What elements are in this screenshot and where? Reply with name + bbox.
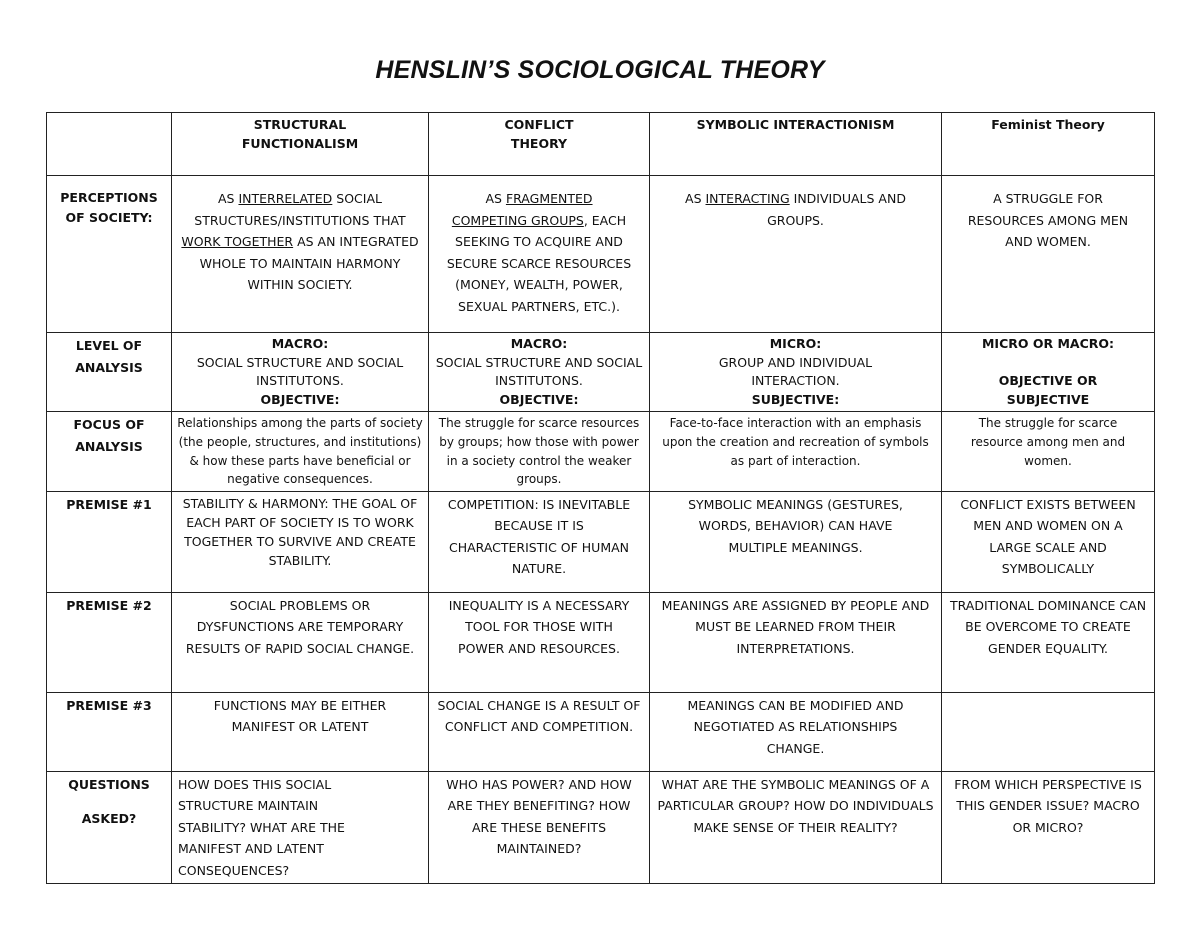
row-label-premise-3: PREMISE #3 [47,692,172,771]
column-header-feminist-theory: Feminist Theory [942,113,1155,176]
corner-cell [47,113,172,176]
cell-premise1-fem: CONFLICT EXISTS BETWEEN MEN AND WOMEN ON A LARGE SCALE AND SYMBOLICALLY [942,491,1155,592]
cell-level-fem [942,333,1155,412]
row-label-line: ANALYSIS [75,360,143,375]
row-label-line: OF SOCIETY: [65,210,153,225]
row-premise-2 [47,592,1155,692]
text-run: AS [485,191,506,206]
cell-premise3-sf: FUNCTIONS MAY BE EITHER MANIFEST OR LATENT [172,692,429,771]
text-run: INDIVIDUALS AND GROUPS. [767,191,906,228]
row-questions-asked [47,771,1155,884]
cell-perceptions-fem: A STRUGGLE FOR RESOURCES AMONG MEN AND WOMEN. [942,176,1155,333]
cell-perceptions-ct [429,176,650,333]
cell-perceptions-si [650,176,942,333]
column-header-line: CONFLICT [504,117,574,132]
cell-premise2-fem: TRADITIONAL DOMINANCE CAN BE OVERCOME TO CREATE GENDER EQUALITY. [942,592,1155,692]
cell-premise3-fem [942,692,1155,771]
row-label-line: ANALYSIS [75,439,143,455]
cell-perceptions-sf [172,176,429,333]
cell-focus-fem: The struggle for scarce resource among men and women. [942,412,1155,491]
cell-premise3-si: MEANINGS CAN BE MODIFIED AND NEGOTIATED AS RELATIONSHIPS CHANGE. [650,692,942,771]
spacer [947,354,1149,373]
row-focus-of-analysis [47,412,1155,491]
cell-premise1-si: SYMBOLIC MEANINGS (GESTURES, WORDS, BEHAVIOR) CAN HAVE MULTIPLE MEANINGS. [650,491,942,592]
row-perceptions [47,176,1155,333]
text-run: AS [218,191,239,206]
level-heading: MACRO: [271,336,329,351]
level-text: SOCIAL STRUCTURE AND SOCIAL INSTITUTONS. [196,354,404,389]
row-premise-1 [47,491,1155,592]
column-header-line: STRUCTURAL [253,117,347,132]
cell-questions-fem: FROM WHICH PERSPECTIVE IS THIS GENDER ISSUE? MACRO OR MICRO? [942,771,1155,884]
cell-premise1-ct: COMPETITION: IS INEVITABLE BECAUSE IT IS CHARACTERISTIC OF HUMAN NATURE. [429,491,650,592]
level-objectivity: SUBJECTIVE [1006,391,1090,407]
cell-level-ct [429,333,650,412]
row-label-line: ASKED? [81,811,137,827]
underlined-text: COMPETING GROUPS [451,212,584,228]
theory-comparison-table [46,112,1155,884]
level-objectivity: OBJECTIVE OR [998,373,1098,389]
cell-focus-si: Face-to-face interaction with an emphasis upon the creation and recreation of symbols as part of interaction. [650,412,942,491]
underlined-text: FRAGMENTED [505,191,593,206]
level-heading: MICRO OR MACRO: [981,336,1114,351]
cell-questions-si: WHAT ARE THE SYMBOLIC MEANINGS OF A PARTICULAR GROUP? HOW DO INDIVIDUALS MAKE SENSE OF THEIR REALITY? [650,771,942,884]
row-label-line: LEVEL OF [75,338,143,353]
text-run: , EACH SEEKING TO ACQUIRE AND SECURE SCARCE RESOURCES (MONEY, WEALTH, POWER, SEXUAL PARTNERS, ETC.). [446,212,632,314]
text-run: AS [685,191,706,206]
header-row [47,113,1155,176]
column-header-symbolic-interactionism: SYMBOLIC INTERACTIONISM [650,113,942,176]
level-objectivity: SUBJECTIVE: [751,391,840,407]
row-premise-3 [47,692,1155,771]
cell-questions-ct: WHO HAS POWER? AND HOW ARE THEY BENEFITING? HOW ARE THESE BENEFITS MAINTAINED? [429,771,650,884]
level-objectivity: OBJECTIVE: [499,391,579,407]
row-label-focus [47,412,172,491]
cell-premise2-sf: SOCIAL PROBLEMS OR DYSFUNCTIONS ARE TEMPORARY RESULTS OF RAPID SOCIAL CHANGE. [172,592,429,692]
level-text: SOCIAL STRUCTURE AND SOCIAL INSTITUTONS. [435,354,643,389]
row-label-line: PERCEPTIONS [60,190,158,205]
underlined-text: INTERACTING [705,191,790,206]
row-label-premise-2: PREMISE #2 [47,592,172,692]
cell-premise1-sf: STABILITY & HARMONY: THE GOAL OF EACH PART OF SOCIETY IS TO WORK TOGETHER TO SURVIVE AND CREATE STABILITY. [172,491,429,592]
column-header-line: FUNCTIONALISM [241,136,359,151]
cell-premise2-si: MEANINGS ARE ASSIGNED BY PEOPLE AND MUST BE LEARNED FROM THEIR INTERPRETATIONS. [650,592,942,692]
row-label-line: QUESTIONS [68,776,150,792]
row-label-line: FOCUS OF [73,417,145,433]
row-label-premise-1: PREMISE #1 [47,491,172,592]
document-title: HENSLIN’S SOCIOLOGICAL THEORY [375,56,825,84]
row-label-level [47,333,172,412]
column-header-conflict-theory [429,113,650,176]
text-run: AS AN INTEGRATED WHOLE TO MAINTAIN HARMONY WITHIN SOCIETY. [199,234,419,292]
cell-focus-sf: Relationships among the parts of society (the people, structures, and institutions) & how these parts have beneficial or negative consequences. [172,412,429,491]
text-run: SOCIAL STRUCTURES/INSTITUTIONS THAT [194,191,406,228]
row-label-questions [47,771,172,884]
column-header-line: THEORY [510,136,568,151]
cell-premise2-ct: INEQUALITY IS A NECESSARY TOOL FOR THOSE WITH POWER AND RESOURCES. [429,592,650,692]
level-heading: MICRO: [769,336,822,351]
cell-level-si [650,333,942,412]
cell-premise3-ct: SOCIAL CHANGE IS A RESULT OF CONFLICT AND COMPETITION. [429,692,650,771]
row-label-perceptions [47,176,172,333]
underlined-text: INTERRELATED [238,191,333,206]
level-objectivity: OBJECTIVE: [260,391,340,407]
level-heading: MACRO: [510,336,568,351]
cell-level-sf [172,333,429,412]
column-header-structural-functionalism [172,113,429,176]
cell-focus-ct: The struggle for scarce resources by groups; how those with power in a society control the weaker groups. [429,412,650,491]
row-level-of-analysis [47,333,1155,412]
spacer [52,795,166,808]
cell-questions-sf: HOW DOES THIS SOCIAL STRUCTURE MAINTAIN STABILITY? WHAT ARE THE MANIFEST AND LATENT CONSEQUENCES? [172,771,429,884]
underlined-text: WORK TOGETHER [181,234,294,249]
level-text: GROUP AND INDIVIDUAL INTERACTION. [718,354,873,389]
